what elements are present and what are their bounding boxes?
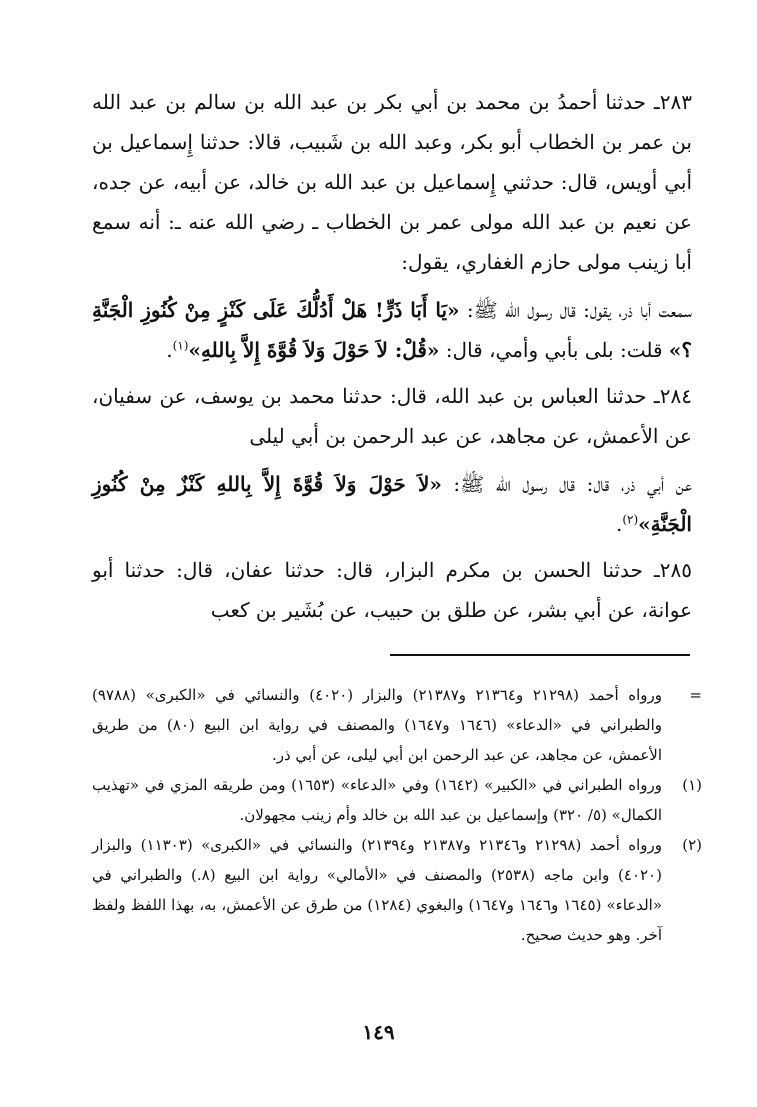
hadith-283-matn-middle: قلت: بلى بأبي وأمي، قال: (439, 338, 669, 362)
footnote-continuation (92, 680, 702, 770)
footnote-1 (92, 770, 702, 830)
footnote-label: (١) (682, 776, 702, 794)
footnote-label: (٢) (682, 836, 702, 854)
footnote-text: ورواه أحمد (٢١٢٩٨ و٢١٣٤٦ و٢١٣٨٧ و٢١٣٩٤) والنسائي في «الكبرى» (١١٣٠٣) والبزار (٤٠٢٠) وابن ماجه (٢٥٣٨) والمصنف في «الأمالي» رواية ابن البيع (٨.) والطبراني في «الدعاء» (١٦٤٥ و١٦٤٦ و١٦٤٧) والبغوي (١٢٨٤) من طرق عن الأعمش، به، بهذا اللفظ ولفظ آخر. وهو حديث صحيح. (92, 836, 663, 944)
hadith-284-isnad: ٢٨٤ـ حدثنا العباس بن عبد الله، قال: حدثنا محمد بن يوسف، عن سفيان، عن الأعمش، عن مجاهد، عن عبد الرحمن بن أبي ليلى (92, 384, 692, 448)
footnote-ref-2[interactable]: (٢) (622, 512, 639, 527)
footnote-label: = (689, 686, 702, 704)
hadith-283-quote-2: «قُلْ: لاَ حَوْلَ وَلاَ قُوَّةَ إِلاَّ بِاللهِ» (188, 338, 440, 362)
footnotes (92, 680, 702, 950)
hadith-284-quote-1: «لاَ حَوْلَ وَلاَ قُوَّةَ إِلاَّ بِاللهِ كَنْزٌ مِنْ كُنُوزِ الْجَنَّةِ» (92, 472, 692, 536)
hadith-283-quote-1: «يَا أَبَا ذَرٍّ! هَلْ أَدُلُّكَ عَلَى كَنْزٍ مِنْ كُنُوزِ الْجَنَّةِ ؟» (92, 298, 692, 362)
footnote-text: ورواه أحمد (٢١٢٩٨ و٢١٣٦٤ و٢١٣٨٧) والبزار (٤٠٢٠) والنسائي في «الكبرى» (٩٧٨٨) والطبراني في «الدعاء» (١٦٤٦ و١٦٤٧) والمصنف في رواية ابن البيع (٨٠) من طريق الأعمش، عن مجاهد، عن عبد الرحمن ابن أبي ليلى، عن أبي ذر. (92, 686, 663, 764)
hadith-284-matn (92, 464, 692, 544)
hadith-283-matn (92, 290, 692, 370)
main-text (92, 82, 692, 630)
footnote-text: ورواه الطبراني في «الكبير» (١٦٤٢) وفي «الدعاء» (١٦٥٣) ومن طريقه المزي في «تهذيب الكمال» (٥/ ٣٢٠) وإسماعيل بن عبد الله بن خالد وأم زينب مجهولان. (92, 776, 662, 824)
page-number: ١٤٩ (362, 1020, 395, 1044)
hadith-283-matn-end: . (166, 338, 173, 362)
hadith-285-isnad: ٢٨٥ـ حدثنا الحسن بن مكرم البزار، قال: حدثنا عفان، قال: حدثنا أبو عوانة، عن أبي بشر، عن طلق بن حبيب، عن بُشَير بن كعب (92, 558, 692, 622)
hadith-283-isnad: ٢٨٣ـ حدثنا أحمدُ بن محمد بن أبي بكر بن عبد الله بن سالم بن عبد الله بن عمر بن الخطاب أبو بكر، وعبد الله بن شَبيب، قالا: حدثنا إِسماعيل بن أبي أويس، قال: حدثني إِسماعيل بن عبد الله بن خالد، عن أبيه، عن جده، عن نعيم بن عبد الله مولى عمر بن الخطاب ـ رضي الله عنه ـ: أنه سمع أبا زينب مولى حازم الغفاري، يقول: (92, 90, 692, 274)
hadith-284-matn-end: . (615, 512, 623, 536)
footnote-2 (92, 830, 702, 950)
footnote-ref-1[interactable]: (١) (172, 338, 189, 353)
hadith-284-matn-intro: عن أبي ذر، قال: قال رسول الله ﷺ: (441, 472, 692, 496)
footnote-separator (390, 654, 690, 656)
hadith-283-matn-intro: سمعت أبا ذر، يقول: قال رسول الله ﷺ: (459, 298, 692, 322)
